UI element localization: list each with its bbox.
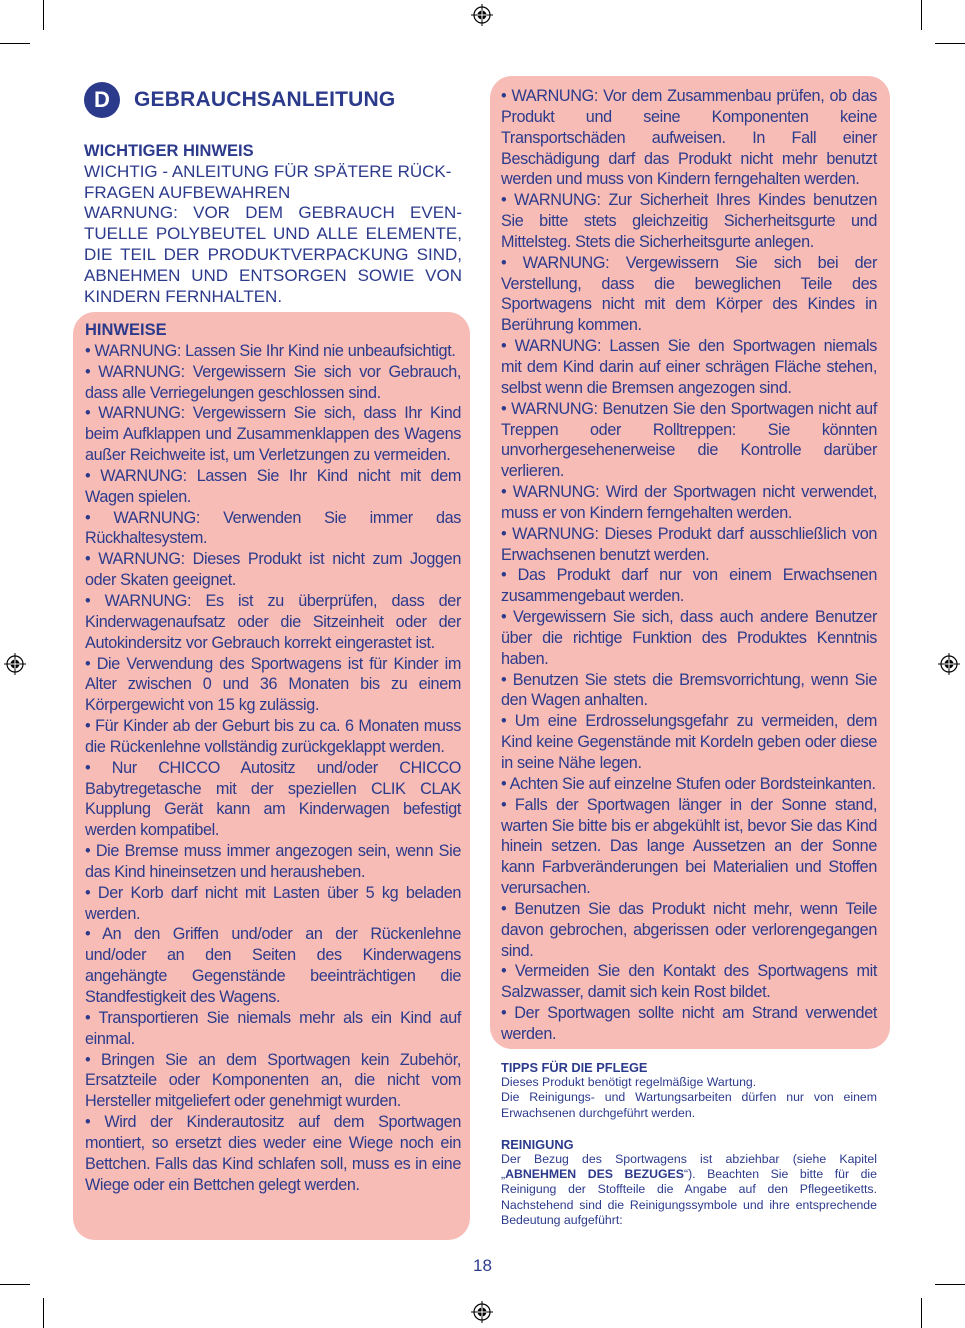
warning-item: • WARNUNG: Zur Sicherheit Ihres Kindes benutzen Sie bitte stets gleichzeitig Sicherheitsgurte und Mittelsteg. Stets die Sicherheitsgurte anlegen. xyxy=(501,191,877,251)
notice-line: TUELLE POLYBEUTEL UND ALLE ELEMENTE, xyxy=(84,224,462,244)
hint-item: • WARNUNG: Verwenden Sie immer das Rückhaltesystem. xyxy=(85,508,461,548)
hint-item: • Die Verwendung des Sportwagens ist für Kinder im Alter zwischen 0 und 36 Monaten bis zu einem Körpergewicht von 15 kg zulässig. xyxy=(85,654,461,715)
hint-item: • WARNUNG: Vergewissern Sie sich vor Gebrauch, dass alle Verriegelungen geschlossen sind. xyxy=(85,362,461,402)
hints-heading: HINWEISE xyxy=(85,321,167,339)
registration-mark-icon xyxy=(471,1301,493,1323)
notice-line: WICHTIG - ANLEITUNG FÜR SPÄTERE RÜCK- xyxy=(84,161,452,181)
crop-mark-icon xyxy=(921,0,922,30)
section-header xyxy=(84,82,462,118)
hint-item: • WARNUNG: Dieses Produkt ist nicht zum Joggen oder Skaten geeignet. xyxy=(85,550,461,590)
warning-item: • Achten Sie auf einzelne Stufen oder Bordsteinkanten. xyxy=(501,774,876,793)
cleaning-heading: REINIGUNG xyxy=(501,1136,574,1152)
notice-heading: WICHTIGER HINWEIS xyxy=(84,142,254,160)
language-badge: D xyxy=(84,82,120,118)
warning-item: • WARNUNG: Vor dem Zusammenbau prüfen, ob das Produkt und seine Komponenten keine Transportschäden aufweisen. In Fall einer Beschädigung darf das Produkt nicht mehr benutzt werden und muss von Kindern ferngehalten werden. xyxy=(501,87,877,189)
hint-item: • WARNUNG: Lassen Sie Ihr Kind nicht mit dem Wagen spielen. xyxy=(85,466,461,506)
crop-mark-icon xyxy=(935,1284,965,1285)
warning-item: • Benutzen Sie das Produkt nicht mehr, wenn Teile davon gebrochen, abgerissen oder verlorengegangen sind. xyxy=(501,899,877,960)
warning-item: • Der Sportwagen sollte nicht am Strand verwendet werden. xyxy=(501,1004,877,1043)
registration-mark-icon xyxy=(4,653,26,675)
crop-mark-icon xyxy=(921,1298,922,1328)
registration-mark-icon xyxy=(938,653,960,675)
cleaning-text xyxy=(501,1152,877,1228)
crop-mark-icon xyxy=(935,43,965,44)
crop-mark-icon xyxy=(0,43,30,44)
hint-item: • WARNUNG: Es ist zu überprüfen, dass der Kinderwagenaufsatz oder die Sitzeinheit oder der Autokindersitz vor Gebrauch korrekt eingerastet ist. xyxy=(85,591,461,652)
care-heading: TIPPS FÜR DIE PFLEGE xyxy=(501,1060,648,1075)
notice-line: KINDERN FERNHALTEN. xyxy=(84,286,283,306)
hint-item: • Nur CHICCO Autositz und/oder CHICCO Babytregetasche mit der speziellen CLIK CLAK Kupplung Gerät kann am Kinderwagen befestigt werden kompatibel. xyxy=(85,758,461,840)
care-text: Die Reinigungs- und Wartungsarbeiten dürfen nur von einem Erwachsenen durchgeführt werden. xyxy=(501,1090,877,1120)
hint-item: • WARNUNG: Vergewissern Sie sich, dass Ihr Kind beim Aufklappen und Zusammenklappen des Wagens außer Reichweite ist, um Verletzungen zu vermeiden. xyxy=(85,404,461,465)
warnings-list xyxy=(501,86,877,1045)
notice-line: WARNUNG: VOR DEM GEBRAUCH EVEN- xyxy=(84,203,462,223)
hint-item: • Wird der Kinderautositz auf dem Sportwagen montiert, so ersetzt dies weder eine Wiege noch ein Bettchen. Falls das Kind schlafen soll, muss es in eine Wiege oder ein Bettchen gelegt werden. xyxy=(85,1113,461,1194)
hint-item: • An den Griffen und/oder an der Rückenlehne und/oder an den Seiten des Kinderwagens angehängte Gegenstände beeinträchtigen die Standfestigkeit des Wagens. xyxy=(85,925,461,1006)
warning-item: • WARNUNG: Dieses Produkt darf ausschließlich von Erwachsenen benutzt werden. xyxy=(501,524,877,564)
warning-item: • Vergewissern Sie sich, dass auch andere Benutzer über die richtige Funktion des Produktes Kenntnis haben. xyxy=(501,608,877,668)
warning-item: • Falls der Sportwagen länger in der Sonne stand, warten Sie bitte bis er abgekühlt ist, bevor Sie das Kind hinein setzen. Das lange Aussetzen an der Sonne kann Farbveränderungen bei Materialien und Stoffen verursachen. xyxy=(501,795,877,898)
crop-mark-icon xyxy=(0,1284,30,1285)
cleaning-chapter-ref: ABNEHMEN DES BEZUGES xyxy=(505,1167,684,1182)
hint-item: • Bringen Sie an dem Sportwagen kein Zubehör, Ersatzteile oder Komponenten an, die nicht vom Hersteller mitgeliefert oder genehmigt wurden. xyxy=(85,1050,461,1111)
crop-mark-icon xyxy=(43,0,44,30)
warning-item: • Benutzen Sie stets die Bremsvorrichtung, wenn Sie den Wagen anhalten. xyxy=(501,670,877,710)
registration-mark-icon xyxy=(471,4,493,26)
crop-mark-icon xyxy=(43,1298,44,1328)
cleaning-text-start: Der Bezug des Sportwagens ist abziehbar (siehe Kapitel „ xyxy=(501,1152,877,1182)
hint-item: • Der Korb darf nicht mit Lasten über 5 kg beladen werden. xyxy=(85,883,461,923)
warning-item: • WARNUNG: Wird der Sportwagen nicht verwendet, muss er von Kindern ferngehalten werden. xyxy=(501,483,877,522)
warning-item: • Um eine Erdrosselungsgefahr zu vermeiden, dem Kind keine Gegenstände mit Kordeln geben oder diese in seine Nähe legen. xyxy=(501,712,877,772)
notice-line: DIE TEIL DER PRODUKTVERPACKUNG SIND, xyxy=(84,244,462,264)
warning-item: • Vermeiden Sie den Kontakt des Sportwagens mit Salzwasser, damit sich kein Rost bildet. xyxy=(501,962,877,1002)
care-text: Dieses Produkt benötigt regelmäßige Wartung. xyxy=(501,1075,757,1090)
warning-item: • WARNUNG: Lassen Sie den Sportwagen niemals mit dem Kind darin auf einer schrägen Fläche stehen, selbst wenn die Bremsen angezogen sind. xyxy=(501,337,877,397)
hint-item: • WARNUNG: Lassen Sie Ihr Kind nie unbeaufsichtigt. xyxy=(85,341,456,360)
notice-line: FRAGEN AUFBEWAHREN xyxy=(84,182,291,202)
hints-list xyxy=(85,320,461,1195)
page-title: GEBRAUCHSANLEITUNG xyxy=(134,88,396,111)
hint-item: • Transportieren Sie niemals mehr als ein Kind auf einmal. xyxy=(85,1008,461,1048)
page-number: 18 xyxy=(473,1256,492,1275)
warning-item: • Das Produkt darf nur von einem Erwachsenen zusammengebaut werden. xyxy=(501,566,877,606)
left-column xyxy=(84,82,462,307)
care-section xyxy=(501,1060,877,1228)
warning-item: • WARNUNG: Benutzen Sie den Sportwagen nicht auf Treppen oder Rolltreppen: Sie könnten unvorhergesehenerweise die Kontrolle darüber verlieren. xyxy=(501,399,877,481)
hint-item: • Die Bremse muss immer angezogen sein, wenn Sie das Kind hineinsetzen und herausheben. xyxy=(85,842,461,881)
cleaning-text-end: “). Beachten Sie bitte für die Reinigung der Stoffteile die Angabe auf den Pflegeetiketts. Nachstehend sind die Reinigungssymbole und ihre entsprechende Bedeutung aufgeführt: xyxy=(501,1167,877,1227)
hint-item: • Für Kinder ab der Geburt bis zu ca. 6 Monaten muss die Rückenlehne vollständig zurückgeklappt werden. xyxy=(85,717,461,756)
important-notice xyxy=(84,141,462,307)
notice-line: ABNEHMEN UND ENTSORGEN SOWIE VON xyxy=(84,265,462,285)
warning-item: • WARNUNG: Vergewissern Sie sich bei der Verstellung, dass die beweglichen Teile des Sportwagens nicht mit dem Körper des Kindes in Berührung kommen. xyxy=(501,253,877,335)
